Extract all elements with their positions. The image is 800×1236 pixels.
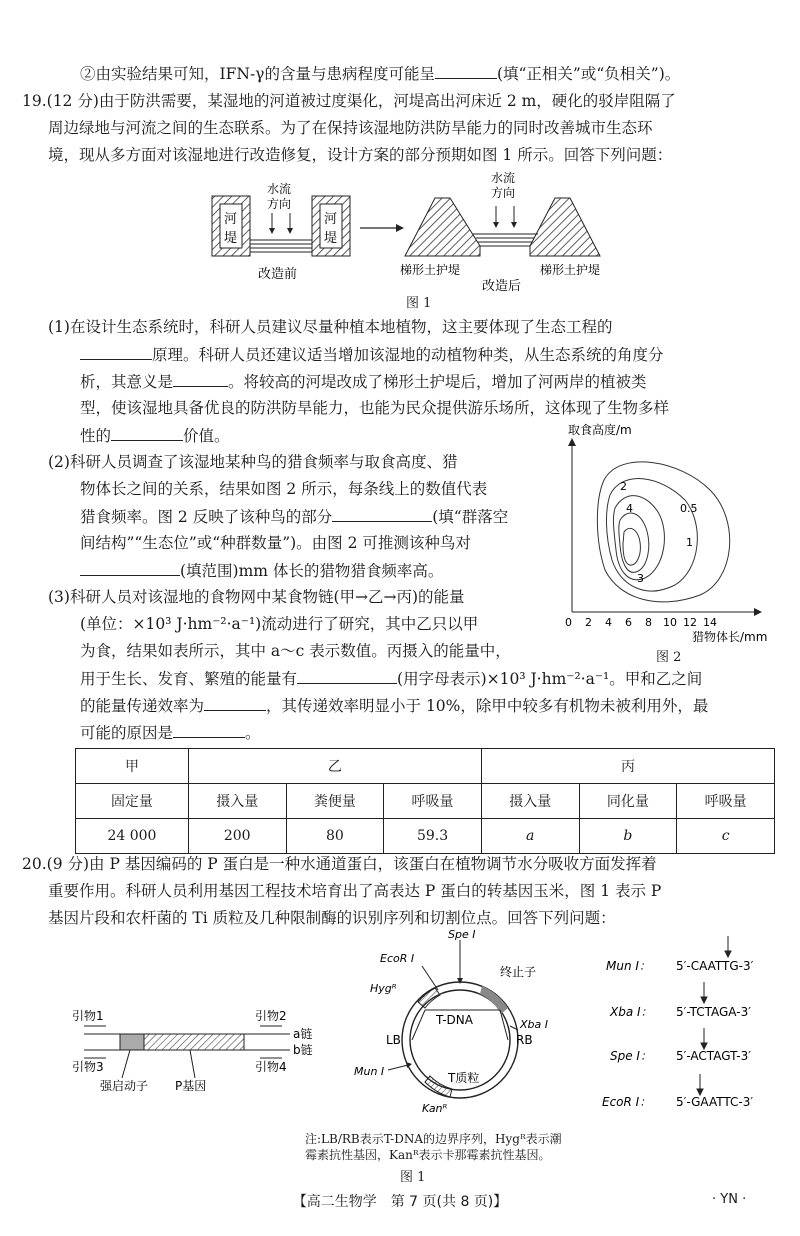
q20-figure-1-caption: 图 1 [400, 1170, 426, 1185]
kan-label: Kanᴿ [422, 1102, 448, 1115]
q19-p3-l4: 用于生长、发育、繁殖的能量有 (用字母表示)×10³ J·hm⁻²·a⁻¹。甲和乙之间 [80, 667, 702, 690]
q19-p3-l1: (3)科研人员对该湿地的食物网中某食物链(甲→乙→丙)的能量 [48, 588, 465, 606]
munI-label: Mun Ⅰ [354, 1065, 385, 1078]
enzyme-name: Xba Ⅰ： [610, 1005, 653, 1019]
table-header: 摄入量 [481, 784, 579, 819]
contour-label: 3 [637, 572, 644, 585]
table-header: 摄入量 [188, 784, 286, 819]
enzyme-name: Spe Ⅰ： [610, 1049, 652, 1063]
gene-fragment-diagram [60, 1010, 340, 1100]
promoter-block [120, 1034, 144, 1050]
page-footer: 【高二生物学 第 7 页(共 8 页)】 [292, 1194, 508, 1210]
table-cell: 200 [188, 819, 286, 854]
table-cell: c [677, 819, 775, 854]
q19-p3-l6: 可能的原因是 。 [80, 721, 261, 744]
speI-label: Spe Ⅰ [448, 930, 476, 941]
fig2-ylabel: 取食高度/m [568, 423, 632, 437]
group-bing: 丙 [481, 749, 774, 784]
q19-p1-l3: 析，其意义是 。将较高的河堤改成了梯形土护堤后，增加了河两岸的植被类 [80, 370, 647, 393]
table-cell: 80 [286, 819, 384, 854]
before-label: 改造前 [258, 267, 298, 282]
enzyme-name: EcoR Ⅰ： [602, 1095, 652, 1109]
enzyme-name: Mun Ⅰ： [606, 959, 651, 973]
q19-p2-l4: 间结构”“生态位”或“种群数量”)。由图 2 可推测该种鸟对 [80, 534, 471, 552]
flow-label-1a: 水流 [267, 182, 292, 196]
hyg-label: Hygᴿ [370, 982, 397, 995]
contour-4 [623, 528, 640, 565]
xtick: 0 [565, 616, 572, 629]
chain-a-label: a链 [293, 1027, 313, 1041]
xtick: 4 [605, 616, 612, 629]
q19-p2-l2: 物体长之间的关系，结果如图 2 所示，每条线上的数值代表 [80, 480, 488, 498]
table-row [76, 819, 775, 854]
xtick: 14 [703, 616, 717, 629]
fig2-xticks [565, 616, 717, 629]
table-header: 粪便量 [286, 784, 384, 819]
dike-right-2: 堤 [324, 231, 338, 246]
table-header: 固定量 [76, 784, 189, 819]
dike-right-1: 河 [324, 212, 338, 227]
contour-0.5 [597, 462, 729, 602]
after-label: 改造后 [482, 279, 522, 294]
contour-label: 4 [626, 502, 633, 515]
q19-p1-l5: 性的 价值。 [80, 424, 230, 447]
table-cell: 24 000 [76, 819, 189, 854]
q19-intro-1: 19.(12 分)由于防洪需要，某湿地的河道被过度渠化，河堤高出河床近 2 m，硬化的驳岸阻隔了 [22, 92, 676, 110]
rb-label: RB [516, 1033, 533, 1047]
q20-intro-1: 20.(9 分)由 P 基因编码的 P 蛋白是一种水通道蛋白，该蛋白在植物调节水分吸收方面发挥着 [22, 855, 657, 873]
enzyme-seq: 5′-ACTAGT-3′ [676, 1049, 751, 1063]
table-header: 同化量 [579, 784, 677, 819]
xtick: 6 [625, 616, 632, 629]
table-header: 呼吸量 [677, 784, 775, 819]
figure-2-caption: 图 2 [656, 650, 682, 665]
enzyme-seq: 5′-GAATTC-3′ [676, 1095, 754, 1109]
table-cell: 59.3 [384, 819, 482, 854]
dike-after [405, 198, 600, 256]
flow-label-1b: 方向 [267, 197, 292, 211]
contour-label: 1 [686, 536, 693, 549]
xbaI-label: Xba Ⅰ [520, 1018, 548, 1031]
q19-p2-l5: (填范围)mm 体长的猎物猎食频率高。 [80, 559, 443, 582]
q19-p1-l1: (1)在设计生态系统时，科研人员建议尽量种植本地植物，这主要体现了生态工程的 [48, 318, 613, 336]
q20-intro-2: 重要作用。科研人员利用基因工程技术培育出了高表达 P 蛋白的转基因玉米，图 1 表示 P [48, 882, 662, 900]
contour-label: 2 [620, 480, 627, 493]
primer4-label: 引物4 [255, 1060, 287, 1074]
table-row [76, 784, 775, 819]
q19-p3-l5: 的能量传递效率为 ，其传递效率明显小于 10%，除甲中较多有机物未被利用外，最 [80, 694, 708, 717]
primer3-label: 引物3 [72, 1060, 104, 1074]
terminator-label: 终止子 [500, 965, 537, 979]
q19-p3-l2: (单位：×10³ J·hm⁻²·a⁻¹)流动进行了研究，其中乙只以甲 [80, 615, 479, 633]
flow-label-2a: 水流 [491, 171, 516, 185]
q19-p2-l3: 猎食频率。图 2 反映了该种鸟的部分 (填“群落空 [80, 505, 508, 528]
xtick: 10 [663, 616, 677, 629]
xtick: 8 [645, 616, 652, 629]
enzyme-sites [600, 930, 795, 1120]
ecoRI-label: EcoR Ⅰ [380, 952, 415, 965]
gene-p-label: P基因 [175, 1079, 207, 1093]
figure-1-dike [200, 168, 620, 308]
table-row [76, 749, 775, 784]
trap-left-label: 梯形土护堤 [400, 263, 461, 277]
q19-intro-3: 境，现从多方面对该湿地进行改造修复，设计方案的部分预期如图 1 所示。回答下列问题： [48, 146, 673, 164]
q19-p1-l2: 原理。科研人员还建议适当增加该湿地的动植物种类，从生态系统的角度分 [80, 343, 664, 366]
dike-left-1: 河 [224, 212, 238, 227]
group-yi: 乙 [188, 749, 481, 784]
q19-p1-l4: 型，使该湿地具备优良的防洪防旱能力，也能为民众提供游乐场所，这体现了生物多样 [80, 399, 670, 417]
primer1-label: 引物1 [72, 1010, 104, 1023]
lb-label: LB [386, 1033, 401, 1047]
fig2-xlabel: 猎物体长/mm [692, 630, 768, 644]
q20-intro-3: 基因片段和农杆菌的 Ti 质粒及几种限制酶的识别序列和切割位点。回答下列问题： [48, 909, 616, 927]
figure-2-contour [560, 420, 780, 650]
gene-p-block [144, 1034, 244, 1050]
tdna-label: T-DNA [436, 1013, 473, 1027]
table-cell: a [481, 819, 579, 854]
promoter-label: 强启动子 [100, 1079, 149, 1093]
chain-b-label: b链 [293, 1043, 313, 1057]
energy-flow-table [75, 748, 775, 854]
figure-1-caption: 图 1 [406, 296, 432, 311]
yn-mark: · YN · [712, 1192, 747, 1207]
enzyme-seq: 5′-CAATTG-3′ [676, 959, 754, 973]
table-header: 呼吸量 [384, 784, 482, 819]
trap-right-label: 梯形土护堤 [540, 263, 601, 277]
plasmid-note-2: 霉素抗性基因，Kanᴿ表示卡那霉素抗性基因。 [305, 1148, 551, 1162]
primer2-label: 引物2 [255, 1010, 287, 1023]
ti-label: T质粒 [448, 1071, 480, 1085]
flow-label-2b: 方向 [491, 186, 516, 200]
enzyme-seq: 5′-TCTAGA-3′ [676, 1005, 751, 1019]
q19-p3-l3: 为食，结果如表所示，其中 a～c 表示数值。丙摄入的能量中， [80, 642, 511, 660]
xtick: 12 [683, 616, 697, 629]
group-jia: 甲 [76, 749, 189, 784]
q18-tail-line: ②由实验结果可知，IFN-γ的含量与患病程度可能呈 (填“正相关”或“负相关”)。 [80, 62, 680, 85]
ti-plasmid-diagram [350, 930, 580, 1120]
contour-label: 0.5 [680, 502, 698, 515]
q19-p2-l1: (2)科研人员调查了该湿地某种鸟的猎食频率与取食高度、猎 [48, 453, 458, 471]
dike-left-2: 堤 [224, 231, 238, 246]
xtick: 2 [585, 616, 592, 629]
q19-intro-2: 周边绿地与河流之间的生态联系。为了在保持该湿地防洪防旱能力的同时改善城市生态环 [48, 119, 653, 137]
contour-1 [606, 479, 697, 591]
table-cell: b [579, 819, 677, 854]
plasmid-note-1: 注:LB/RB表示T-DNA的边界序列，Hygᴿ表示潮 [305, 1132, 562, 1146]
